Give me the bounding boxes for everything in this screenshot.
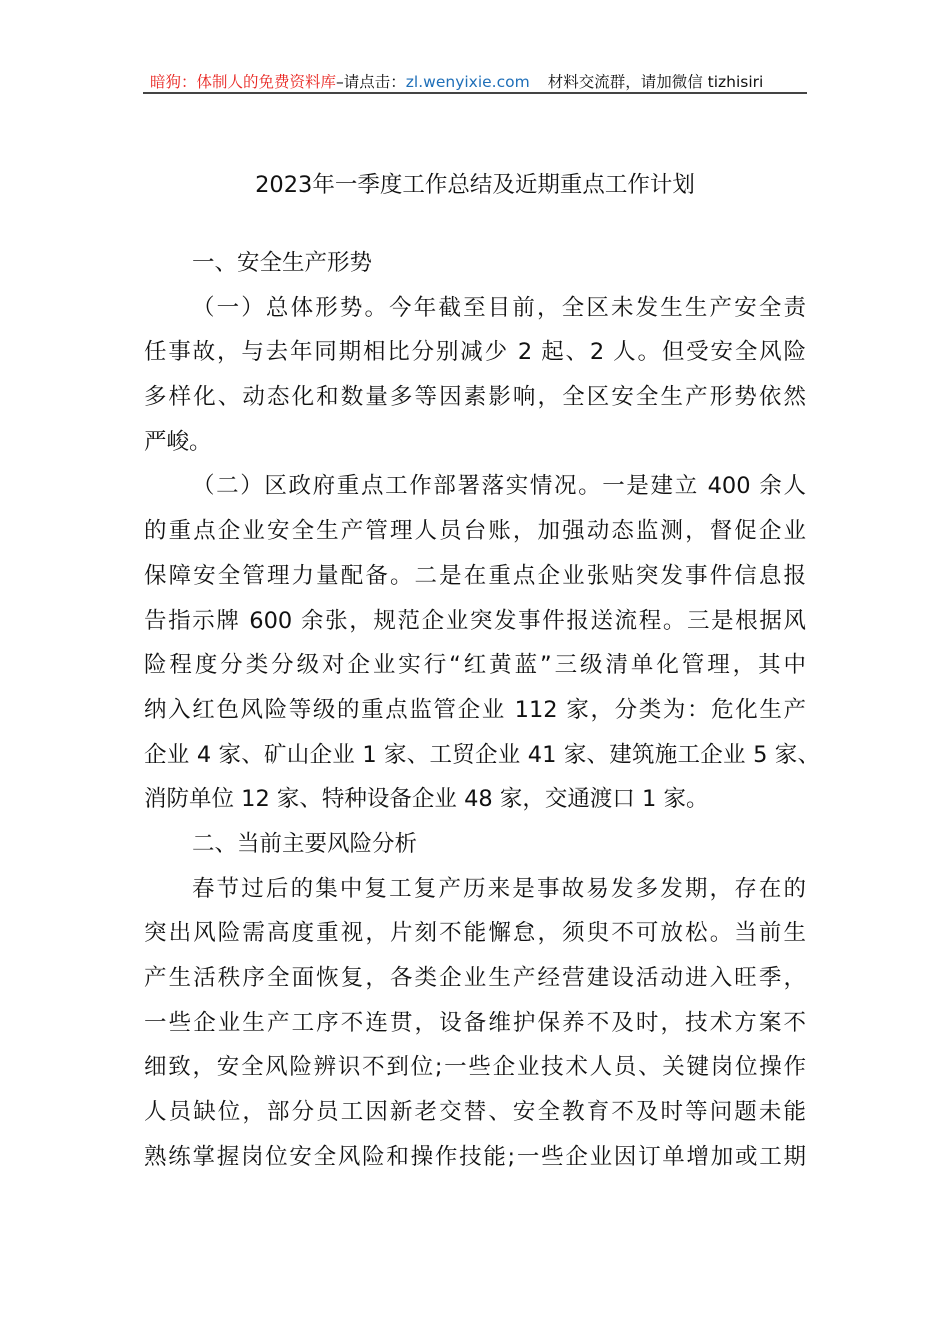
text-line: 任事故，与去年同期相比分别减少 2 起、2 人。但受安全风险 — [144, 339, 806, 366]
text-line: 春节过后的集中复工复产历来是事故易发多发期，存在的 — [192, 875, 806, 902]
text-line: 多样化、动态化和数量多等因素影响，全区安全生产形势依然 — [144, 384, 806, 411]
text-line: 的重点企业安全生产管理人员台账，加强动态监测，督促企业 — [144, 518, 806, 545]
text-line: 细致，安全风险辨识不到位;一些企业技术人员、关键岗位操作 — [144, 1054, 806, 1081]
text-line: 熟练掌握岗位安全风险和操作技能;一些企业因订单增加或工期 — [144, 1143, 806, 1170]
brand-text: 暗狗：体制人的免费资料库 — [150, 73, 337, 91]
prompt-text: –请点击： — [336, 73, 406, 91]
contact-text: 材料交流群，请加微信 tizhisiri — [547, 73, 764, 91]
text-line: 突出风险需高度重视，片刻不能懈怠，须臾不可放松。当前生 — [144, 920, 806, 947]
document-title: 2023年一季度工作总结及近期重点工作计划 — [255, 172, 695, 198]
text-line: 严峻。 — [144, 428, 212, 455]
text-line: 产生活秩序全面恢复，各类企业生产经营建设活动进入旺季， — [144, 965, 806, 991]
text-line: 消防单位 12 家、特种设备企业 48 家，交通渡口 1 家。 — [144, 786, 709, 813]
text-line: 保障安全管理力量配备。二是在重点企业张贴突发事件信息报 — [144, 562, 806, 589]
site-link[interactable]: zl.wenyixie.com — [405, 73, 530, 91]
header-divider — [143, 92, 807, 94]
header-banner — [150, 70, 763, 92]
text-line: 人员缺位，部分员工因新老交替、安全教育不及时等问题未能 — [144, 1099, 806, 1126]
text-line: 告指示牌 600 余张，规范企业突发事件报送流程。三是根据风 — [144, 607, 806, 634]
section-heading: 一、安全生产形势 — [192, 250, 373, 276]
section-heading: 二、当前主要风险分析 — [192, 830, 418, 857]
text-line: （二）区政府重点工作部署落实情况。一是建立 400 余人 — [192, 473, 806, 500]
document-body — [144, 241, 820, 1179]
text-line: 企业 4 家、矿山企业 1 家、工贸企业 41 家、建筑施工企业 5 家、 — [144, 741, 820, 768]
text-line: 一些企业生产工序不连贯，设备维护保养不及时，技术方案不 — [144, 1009, 806, 1036]
text-line: 险程度分类分级对企业实行“红黄蓝”三级清单化管理，其中 — [144, 652, 806, 679]
text-line: （一）总体形势。今年截至目前，全区未发生生产安全责 — [192, 294, 806, 321]
text-line: 纳入红色风险等级的重点监管企业 112 家，分类为：危化生产 — [144, 696, 806, 723]
